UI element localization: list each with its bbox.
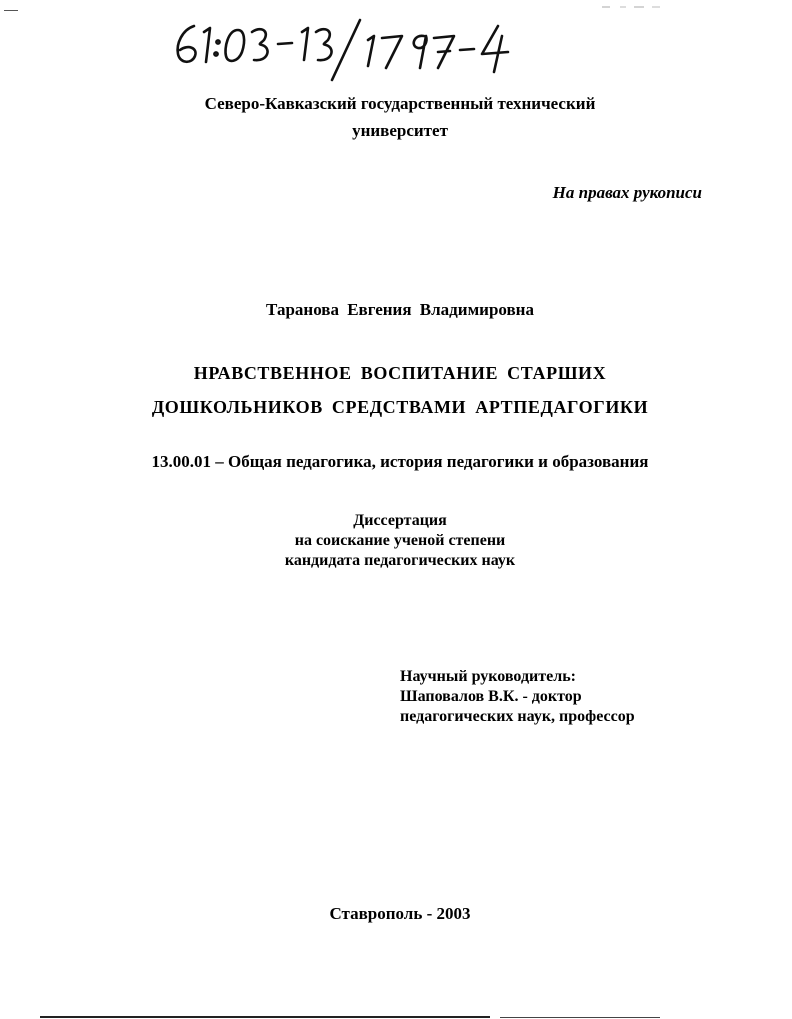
handwritten-archive-code — [168, 14, 548, 84]
scan-bottom-line-right — [500, 1017, 660, 1018]
scan-mark — [4, 10, 18, 11]
university-line-1: Северо-Кавказский государственный технический — [204, 94, 596, 113]
dissertation-line-3: кандидата педагогических наук — [284, 552, 516, 569]
university-line-2: университет — [352, 121, 448, 140]
title-line-2: ДОШКОЛЬНИКОВ СРЕДСТВАМИ АРТПЕДАГОГИКИ — [151, 397, 649, 417]
dissertation-line-1: Диссертация — [353, 512, 447, 529]
supervisor-line-3: педагогических наук, профессор — [400, 708, 635, 725]
dissertation-degree-block — [200, 511, 600, 571]
author-name: Таранова Евгения Владимировна — [266, 300, 534, 319]
scan-bottom-line — [40, 1016, 490, 1018]
dissertation-line-2: на соискание ученой степени — [294, 532, 506, 549]
supervisor-line-2: Шаповалов В.К. - доктор — [400, 688, 582, 705]
rights-note: На правах рукописи — [552, 183, 702, 202]
city-year: Ставрополь - 2003 — [329, 904, 471, 923]
title-line-1: НРАВСТВЕННОЕ ВОСПИТАНИЕ СТАРШИХ — [193, 363, 607, 383]
scan-specks — [600, 4, 670, 10]
supervisor-line-1: Научный руководитель: — [400, 668, 576, 685]
dissertation-title — [90, 356, 710, 424]
specialty-code: 13.00.01 – Общая педагогика, история педагогики и образования — [151, 452, 649, 471]
university-name — [120, 90, 680, 144]
supervisor-block — [400, 667, 740, 727]
handwritten-archive-code-drawing — [168, 14, 548, 84]
